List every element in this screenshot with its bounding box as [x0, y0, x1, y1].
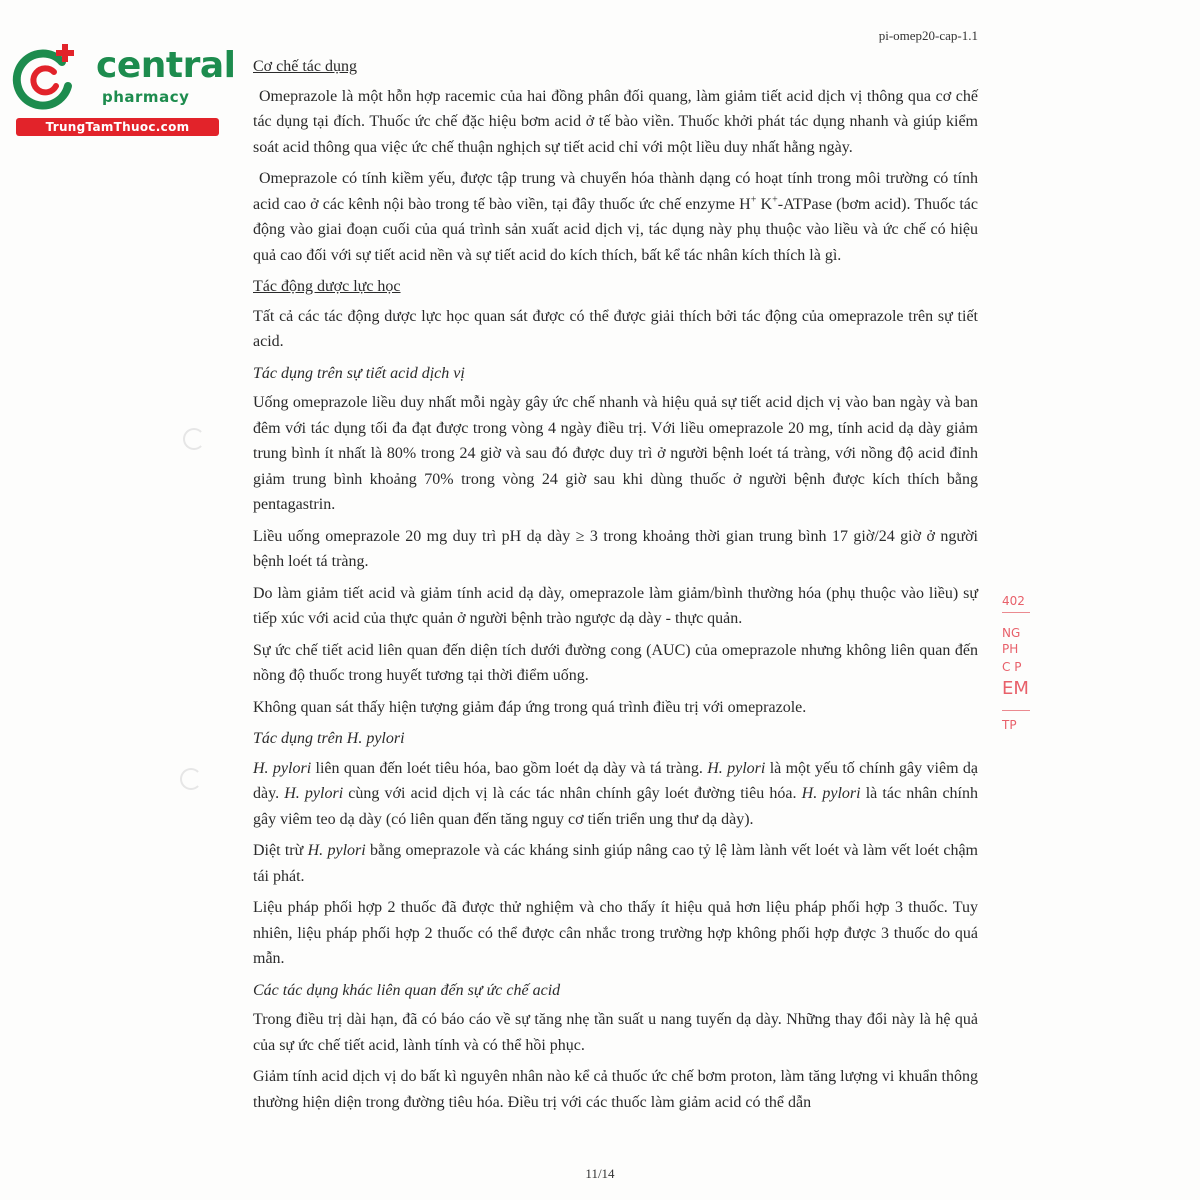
logo-website-text: TrungTamThuoc.com — [16, 118, 219, 136]
section-heading: Cơ chế tác dụng — [253, 58, 357, 75]
paragraph: Liệu pháp phối hợp 2 thuốc đã được thử nghiệm và cho thấy ít hiệu quả hơn liệu pháp phối hợp 3 thuốc. Tuy nhiên, liệu pháp phối hợp 2 thuốc có thể được cân nhắc trong trường hợp không phối hợp được 3 thuốc do quá mẫn. — [253, 899, 978, 967]
document-reference: pi-omep20-cap-1.1 — [878, 28, 978, 43]
subsection-heading: Các tác dụng khác liên quan đến sự ức chế acid — [253, 981, 561, 999]
paragraph: Diệt trừ H. pylori bằng omeprazole và các kháng sinh giúp nâng cao tỷ lệ làm lành vết loét và làm vết loét chậm tái phát. — [253, 842, 978, 885]
section-heading: Tác động dược lực học — [253, 278, 401, 295]
paragraph: Omeprazole là một hỗn hợp racemic của hai đồng phân đối quang, làm giảm tiết acid dịch vị thông qua cơ chế tác dụng tại đích. Thuốc ức chế đặc hiệu bơm acid ở tế bào viền. Thuốc khởi phát tác dụng nhanh và giúp kiểm soát acid thông qua việc ức chế thuận nghịch sự tiết acid chỉ với một liều duy nhất hằng ngày. — [253, 87, 978, 156]
red-stamp-fragment: 402 NG PH C P EM TP — [1002, 594, 1029, 732]
pharmacy-logo[interactable] — [10, 36, 236, 136]
paragraph: Trong điều trị dài hạn, đã có báo cáo về sự tăng nhẹ tần suất u nang tuyến dạ dày. Những thay đổi này là hệ quả của sự ức chế tiết acid, lành tính và có thể hồi phục. — [253, 1011, 978, 1054]
page-number: 11/14 — [585, 1166, 615, 1181]
central-pharmacy-logo-icon — [10, 42, 80, 112]
paragraph: Uống omeprazole liều duy nhất mỗi ngày gây ức chế nhanh và hiệu quả sự tiết acid dịch vị vào ban ngày và ban đêm với tác dụng tối đa đạt được trong vòng 4 ngày điều trị. Với liều omeprazole 20 mg, tính acid dạ dày giảm trung bình ít nhất là 80% trong 24 giờ và sau đó được duy trì ở người bệnh loét tá tràng, với nồng độ acid đỉnh giảm trung bình khoảng 70% trong vòng 24 giờ sau khi dùng thuốc ở người bệnh được kích thích bằng pentagastrin. — [253, 394, 978, 513]
logo-brand-text: central — [96, 45, 236, 86]
paragraph: Không quan sát thấy hiện tượng giảm đáp ứng trong quá trình điều trị với omeprazole. — [253, 698, 807, 716]
document-body — [253, 52, 978, 1121]
punch-hole-mark — [183, 428, 205, 450]
paragraph: Giảm tính acid dịch vị do bất kì nguyên nhân nào kể cả thuốc ức chế bơm proton, làm tăng lượng vi khuẩn thông thường hiện diện trong đường tiêu hóa. Điều trị với các thuốc làm giảm acid có thể dẫn — [253, 1068, 978, 1111]
paragraph: Liều uống omeprazole 20 mg duy trì pH dạ dày ≥ 3 trong khoảng thời gian trung bình 17 giờ/24 giờ ở người bệnh loét tá tràng. — [253, 527, 978, 570]
punch-hole-mark — [180, 768, 202, 790]
paragraph: Omeprazole có tính kiềm yếu, được tập trung và chuyển hóa thành dạng có hoạt tính trong môi trường có tính acid cao ở các kênh nội bào trong tế bào viền, tại đây thuốc ức chế enzyme H+ K+-ATPase (bơm acid). Thuốc tác động vào giai đoạn cuối của quá trình sản xuất acid dịch vị, tác dụng này phụ thuộc vào liều và ức chế có hiệu quả cao đối với sự tiết acid nền và sự tiết acid do kích thích, bất kể tác nhân kích thích là gì. — [253, 170, 979, 264]
subsection-heading: Tác dụng trên sự tiết acid dịch vị — [253, 364, 465, 382]
subsection-heading: Tác dụng trên H. pylori — [253, 730, 405, 747]
paragraph: H. pylori liên quan đến loét tiêu hóa, bao gồm loét dạ dày và tá tràng. H. pylori là một yếu tố chính gây viêm dạ dày. H. pylori cùng với acid dịch vị là các tác nhân chính gây loét đường tiêu hóa. H. pylori là tác nhân chính gây viêm teo dạ dày (có liên quan đến tăng nguy cơ tiến triển ung thư dạ dày). — [253, 759, 978, 828]
paragraph: Sự ức chế tiết acid liên quan đến diện tích dưới đường cong (AUC) của omeprazole nhưng không liên quan đến nồng độ thuốc trong huyết tương tại thời điểm uống. — [253, 641, 978, 684]
paragraph: Do làm giảm tiết acid và giảm tính acid dạ dày, omeprazole làm giảm/bình thường hóa (phụ thuộc vào liều) sự tiếp xúc với acid của thực quản ở người bệnh trào ngược dạ dày - thực quản. — [253, 584, 978, 627]
paragraph: Tất cả các tác động dược lực học quan sát được có thể được giải thích bởi tác động của omeprazole trên sự tiết acid. — [253, 307, 978, 350]
logo-sub-text: pharmacy — [102, 88, 190, 106]
